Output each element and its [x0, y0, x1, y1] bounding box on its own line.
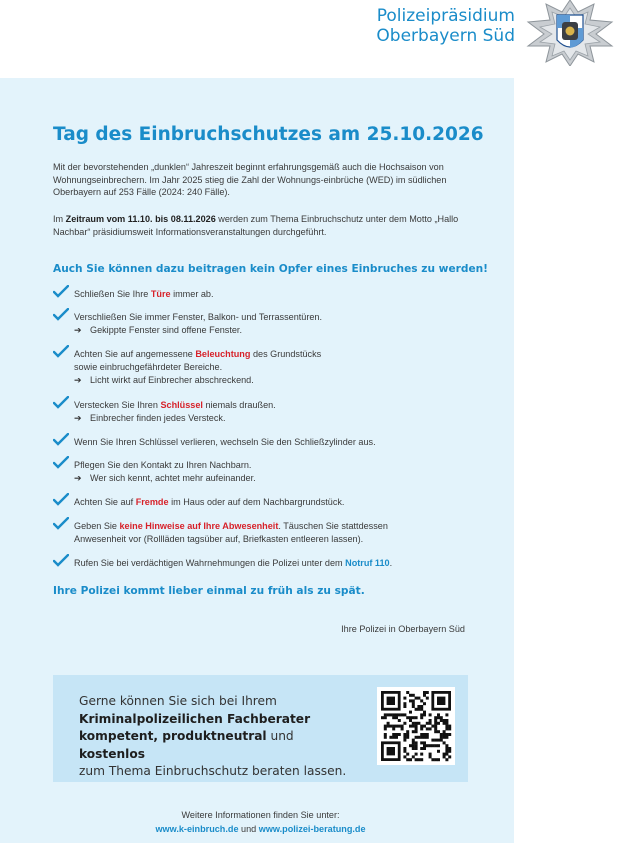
cta-attributes: kompetent, produktneutral: [79, 729, 267, 743]
link-polizei-beratung[interactable]: www.polizei-beratung.de: [258, 823, 366, 834]
arrow-right-icon: ➔: [74, 374, 82, 385]
tip-text: Achten Sie auf angemessene: [74, 349, 196, 359]
cta-advisor: Kriminalpolizeilichen Fachberater: [79, 711, 311, 726]
arrow-right-icon: ➔: [74, 412, 82, 423]
cta-free: kostenlos: [79, 746, 145, 761]
tip-subtext: Licht wirkt auf Einbrecher abschreckend.: [90, 374, 254, 385]
tip-text: immer ab.: [170, 289, 214, 299]
period-dates: Zeitraum vom 11.10. bis 08.11.2026: [65, 214, 216, 224]
period-text-pre: Im: [53, 214, 66, 224]
link-k-einbruch[interactable]: www.k-einbruch.de: [155, 823, 239, 834]
checkmark-icon: [53, 345, 69, 359]
footer-info: [53, 809, 468, 836]
period-paragraph: [53, 213, 473, 238]
tip-highlight: Fremde: [135, 497, 169, 507]
tip-text-line2: Anwesenheit vor (Rollläden tagsüber auf, Briefkasten entleeren lassen).: [74, 533, 364, 544]
cta-line-1: Gerne können Sie sich bei Ihrem: [79, 694, 277, 708]
intro-paragraph: Mit der bevorstehenden „dunklen“ Jahreszeit beginnt erfahrungsgemäß auch die Hochsaison von Wohnungseinbrechern. Im Jahr 2025 stieg die Zahl der Wohnungs-einbrüche (WED) im südlichen Oberbayern auf 253 Fälle (2024: 240 Fälle).: [53, 162, 447, 197]
tip-subtext: Wer sich kennt, achtet mehr aufeinander.: [90, 472, 256, 483]
closing-slogan: Ihre Polizei kommt lieber einmal zu früh als zu spät.: [53, 585, 365, 597]
tip-highlight: keine Hinweise auf Ihre Abwesenheit: [119, 521, 279, 531]
tip-text: Wenn Sie Ihren Schlüssel verlieren, wechseln Sie den Schließzylinder aus.: [74, 437, 376, 447]
checkmark-icon: [53, 456, 69, 470]
tip-text: Verstecken Sie Ihren: [74, 400, 161, 410]
tip-text: des Grundstücks: [250, 349, 322, 359]
checkmark-icon: [53, 433, 69, 447]
footer-and: und: [238, 823, 259, 834]
period-text-post: werden zum Thema Einbruchschutz unter dem Motto „Hallo Nachbar“ präsidiumsweit Informationsveranstaltungen durchgeführt.: [53, 214, 459, 237]
org-line-2: Oberbayern Süd: [376, 26, 515, 46]
tip-highlight: Beleuchtung: [195, 349, 251, 359]
tip-text: Verschließen Sie immer Fenster, Balkon- und Terrassentüren.: [74, 312, 323, 322]
tip-text: Pflegen Sie den Kontakt zu Ihren Nachbarn.: [74, 460, 252, 470]
tip-text: Achten Sie auf: [74, 497, 136, 507]
page-title: Tag des Einbruchschutzes am 25.10.2026: [53, 124, 484, 145]
consultation-box: [53, 675, 468, 782]
checkmark-icon: [53, 554, 69, 568]
qr-code-icon[interactable]: [377, 687, 455, 765]
checkmark-icon: [53, 493, 69, 507]
tips-heading: Auch Sie können dazu beitragen kein Opfer eines Einbruches zu werden!: [53, 263, 489, 275]
checkmark-icon: [53, 285, 69, 299]
organization-name: [330, 6, 515, 46]
cta-line-4: zum Thema Einbruchschutz beraten lassen.: [79, 764, 347, 778]
tip-highlight: Türe: [150, 289, 171, 299]
tip-text-line2: sowie einbruchgefährdeter Bereiche.: [74, 361, 223, 372]
arrow-right-icon: ➔: [74, 472, 82, 483]
tip-subtext: Einbrecher finden jedes Versteck.: [90, 412, 226, 423]
consultation-text: [79, 693, 359, 781]
tip-text: niemals draußen.: [202, 400, 276, 410]
police-star-badge-icon: [524, 0, 616, 66]
checkmark-icon: [53, 308, 69, 322]
tip-text: .: [389, 558, 393, 568]
cta-and: und: [266, 729, 294, 743]
tip-text: im Haus oder auf dem Nachbargrundstück.: [168, 497, 345, 507]
org-line-1: Polizeipräsidium: [376, 6, 515, 26]
emergency-number: Notruf 110: [345, 558, 390, 568]
signature: Ihre Polizei in Oberbayern Süd: [341, 624, 465, 634]
checkmark-icon: [53, 396, 69, 410]
tip-text: . Täuschen Sie stattdessen: [278, 521, 388, 531]
checkmark-icon: [53, 517, 69, 531]
tip-subtext: Gekippte Fenster sind offene Fenster.: [90, 324, 242, 335]
tip-text: Rufen Sie bei verdächtigen Wahrnehmungen die Polizei unter dem: [74, 558, 346, 568]
footer-text: Weitere Informationen finden Sie unter:: [181, 810, 340, 820]
tip-text: Geben Sie: [74, 521, 120, 531]
tip-text: Schließen Sie Ihre: [74, 289, 151, 299]
tip-highlight: Schlüssel: [160, 400, 203, 410]
arrow-right-icon: ➔: [74, 324, 82, 335]
